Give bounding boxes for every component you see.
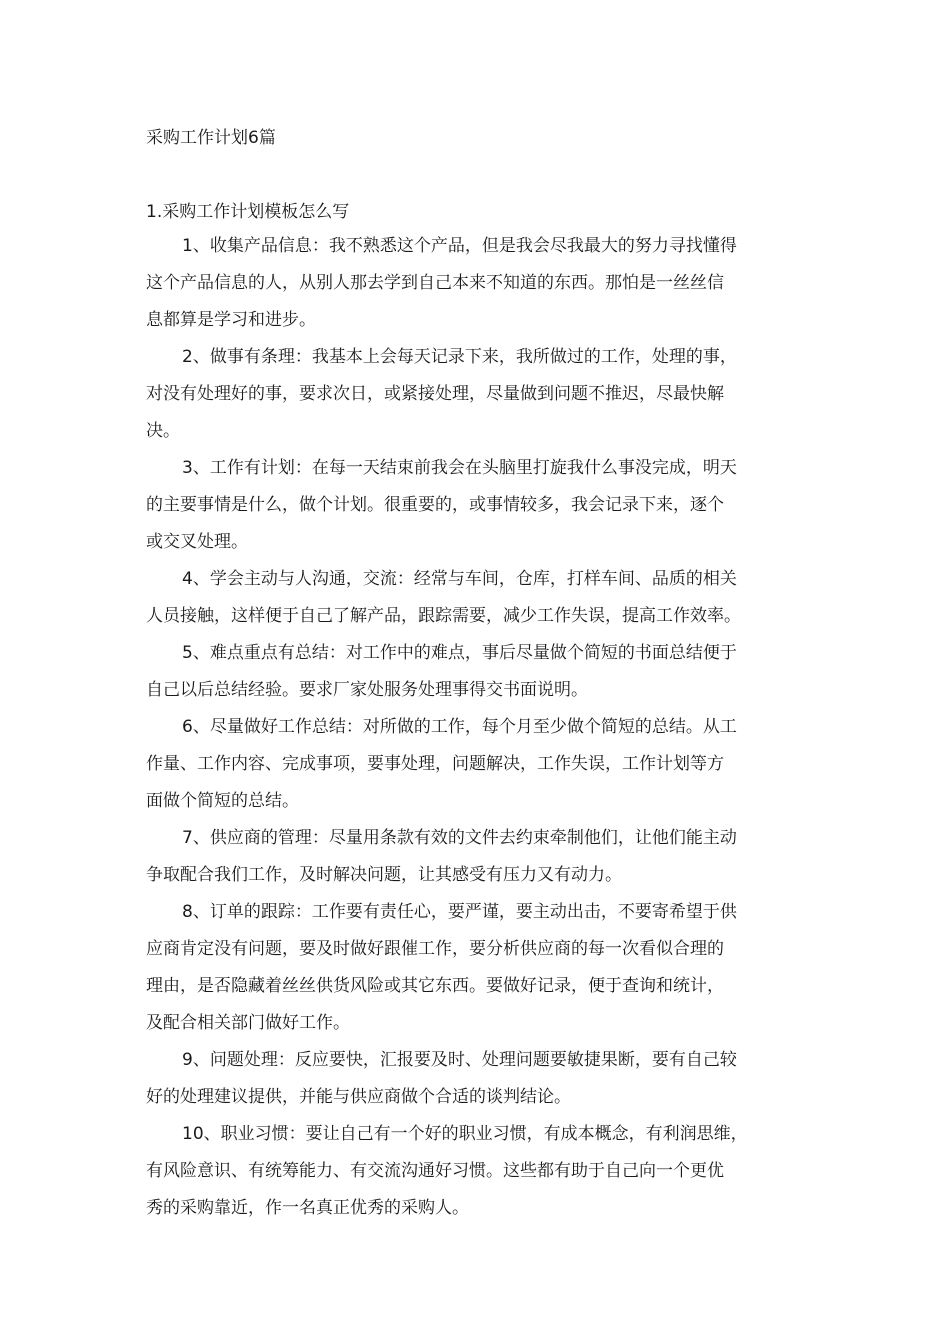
paragraph-line: 人员接触，这样便于自己了解产品，跟踪需要，减少工作失误，提高工作效率。 bbox=[146, 606, 741, 626]
paragraph-line: 9、问题处理：反应要快，汇报要及时、处理问题要敏捷果断，要有自己较 bbox=[182, 1050, 737, 1070]
paragraph-item-1 bbox=[146, 228, 806, 339]
section-heading: 1.采购工作计划模板怎么写 bbox=[146, 202, 350, 222]
paragraph-line: 8、订单的跟踪：工作要有责任心，要严谨，要主动出击，不要寄希望于供 bbox=[182, 902, 737, 922]
paragraph-item-5 bbox=[146, 635, 806, 709]
paragraph-line: 及配合相关部门做好工作。 bbox=[146, 1013, 350, 1033]
paragraph-line: 2、做事有条理：我基本上会每天记录下来，我所做过的工作，处理的事， bbox=[182, 347, 737, 367]
paragraph-line: 这个产品信息的人，从别人那去学到自己本来不知道的东西。那怕是一丝丝信 bbox=[146, 273, 724, 293]
paragraph-item-10 bbox=[146, 1116, 806, 1227]
paragraph-line: 好的处理建议提供，并能与供应商做个合适的谈判结论。 bbox=[146, 1087, 571, 1107]
paragraph-line: 3、工作有计划：在每一天结束前我会在头脑里打旋我什么事没完成，明天 bbox=[182, 458, 737, 478]
paragraph-line: 1、收集产品信息：我不熟悉这个产品，但是我会尽我最大的努力寻找懂得 bbox=[182, 236, 737, 256]
paragraph-line: 4、学会主动与人沟通，交流：经常与车间，仓库，打样车间、品质的相关 bbox=[182, 569, 737, 589]
paragraph-line: 的主要事情是什么，做个计划。很重要的，或事情较多，我会记录下来，逐个 bbox=[146, 495, 724, 515]
paragraph-line: 或交叉处理。 bbox=[146, 532, 248, 552]
paragraph-line: 理由，是否隐藏着丝丝供货风险或其它东西。要做好记录，便于查询和统计， bbox=[146, 976, 724, 996]
paragraph-line: 10、职业习惯：要让自己有一个好的职业习惯，有成本概念，有利润思维， bbox=[182, 1124, 748, 1144]
paragraph-item-3 bbox=[146, 450, 806, 561]
paragraph-line: 自己以后总结经验。要求厂家处服务处理事得交书面说明。 bbox=[146, 680, 588, 700]
paragraph-line: 对没有处理好的事，要求次日，或紧接处理，尽量做到问题不推迟，尽最快解 bbox=[146, 384, 724, 404]
paragraph-line: 争取配合我们工作，及时解决问题，让其感受有压力又有动力。 bbox=[146, 865, 622, 885]
paragraph-line: 6、尽量做好工作总结：对所做的工作，每个月至少做个简短的总结。从工 bbox=[182, 717, 737, 737]
paragraph-line: 有风险意识、有统筹能力、有交流沟通好习惯。这些都有助于自己向一个更优 bbox=[146, 1161, 724, 1181]
paragraph-line: 5、难点重点有总结：对工作中的难点，事后尽量做个简短的书面总结便于 bbox=[182, 643, 737, 663]
paragraph-item-2 bbox=[146, 339, 806, 450]
paragraph-item-8 bbox=[146, 894, 806, 1042]
document-body bbox=[146, 228, 806, 1227]
paragraph-item-9 bbox=[146, 1042, 806, 1116]
paragraph-item-7 bbox=[146, 820, 806, 894]
paragraph-line: 7、供应商的管理：尽量用条款有效的文件去约束牵制他们，让他们能主动 bbox=[182, 828, 737, 848]
document-title: 采购工作计划6篇 bbox=[146, 128, 276, 148]
paragraph-item-4 bbox=[146, 561, 806, 635]
paragraph-line: 作量、工作内容、完成事项，要事处理，问题解决，工作失误，工作计划等方 bbox=[146, 754, 724, 774]
paragraph-line: 决。 bbox=[146, 421, 180, 441]
paragraph-line: 应商肯定没有问题，要及时做好跟催工作，要分析供应商的每一次看似合理的 bbox=[146, 939, 724, 959]
paragraph-line: 秀的采购靠近，作一名真正优秀的采购人。 bbox=[146, 1198, 469, 1218]
paragraph-line: 息都算是学习和进步。 bbox=[146, 310, 316, 330]
paragraph-item-6 bbox=[146, 709, 806, 820]
paragraph-line: 面做个简短的总结。 bbox=[146, 791, 299, 811]
